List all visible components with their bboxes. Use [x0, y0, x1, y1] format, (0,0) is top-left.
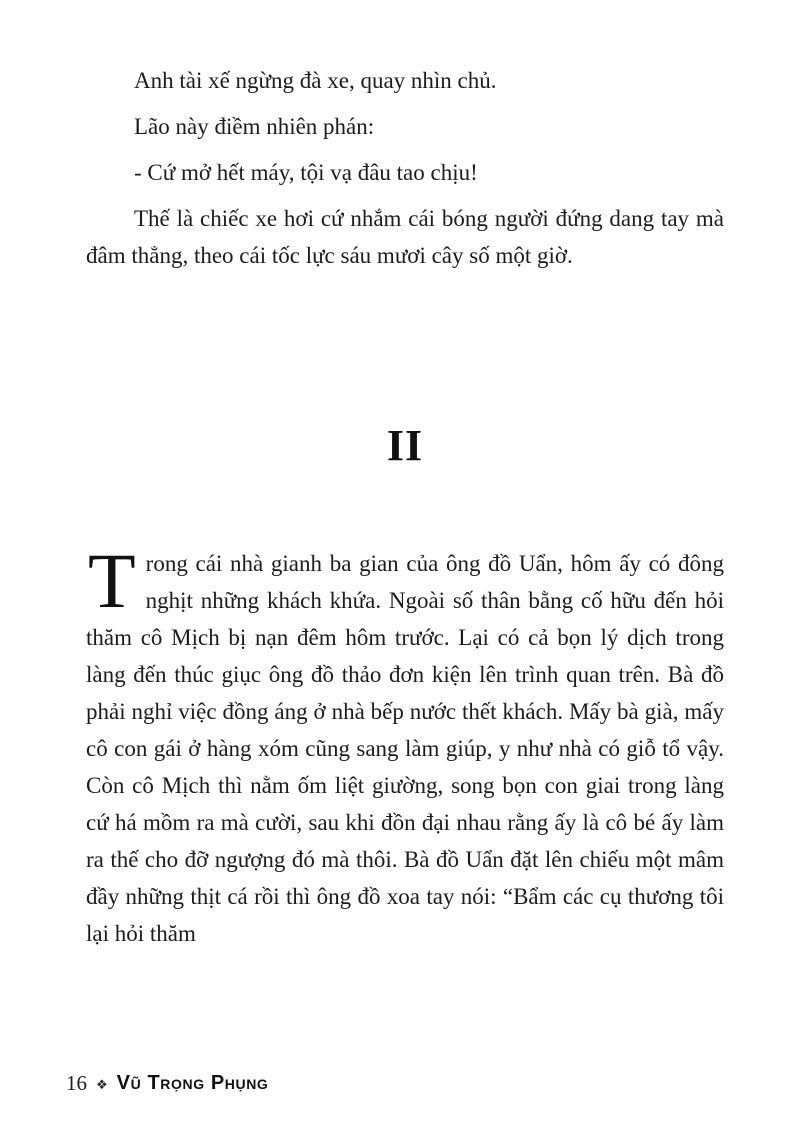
opening-paragraph-4: Thế là chiếc xe hơi cứ nhắm cái bóng người đứng dang tay mà đâm thẳng, theo cái tốc lực sáu mươi cây số một giờ.: [86, 206, 724, 268]
chapter-body-text: rong cái nhà gianh ba gian của ông đồ Uẩn, hôm ấy có đông nghịt những khách khứa. Ngoài số thân bằng cố hữu đến hỏi thăm cô Mịch bị nạn đêm hôm trước. Lại có cả bọn lý dịch trong làng đến thúc giục ông đồ thảo đơn kiện lên trình quan trên. Bà đồ phải nghỉ việc đồng áng ở nhà bếp nước thết khách. Mấy bà già, mấy cô con gái ở hàng xóm cũng sang làm giúp, y như nhà có giỗ tổ vậy. Còn cô Mịch thì nằm ốm liệt giường, song bọn con giai trong làng cứ há mồm ra mà cười, sau khi đồn đại nhau rằng ấy là cô bé ấy làm ra thế cho đỡ ngượng đó mà thôi. Bà đồ Uẩn đặt lên chiếu một mâm đầy những thịt cá rồi thì ông đồ xoa tay nói: “Bẩm các cụ thương tôi lại hỏi thăm: [86, 551, 724, 946]
opening-paragraph-1: Anh tài xế ngừng đà xe, quay nhìn chủ.: [134, 68, 497, 93]
drop-cap: T: [88, 537, 136, 624]
chapter-body-paragraph: [86, 537, 724, 952]
author-name: Vũ Trọng Phụng: [116, 1072, 269, 1094]
chapter-heading: II: [386, 421, 424, 470]
page-footer: [66, 1071, 268, 1096]
opening-paragraph-3: - Cứ mở hết máy, tội vạ đâu tao chịu!: [134, 160, 478, 185]
diamond-separator-icon: ❖: [96, 1076, 108, 1092]
opening-paragraph-2: Lão này điềm nhiên phán:: [134, 114, 375, 139]
page-number: 16: [66, 1071, 87, 1095]
